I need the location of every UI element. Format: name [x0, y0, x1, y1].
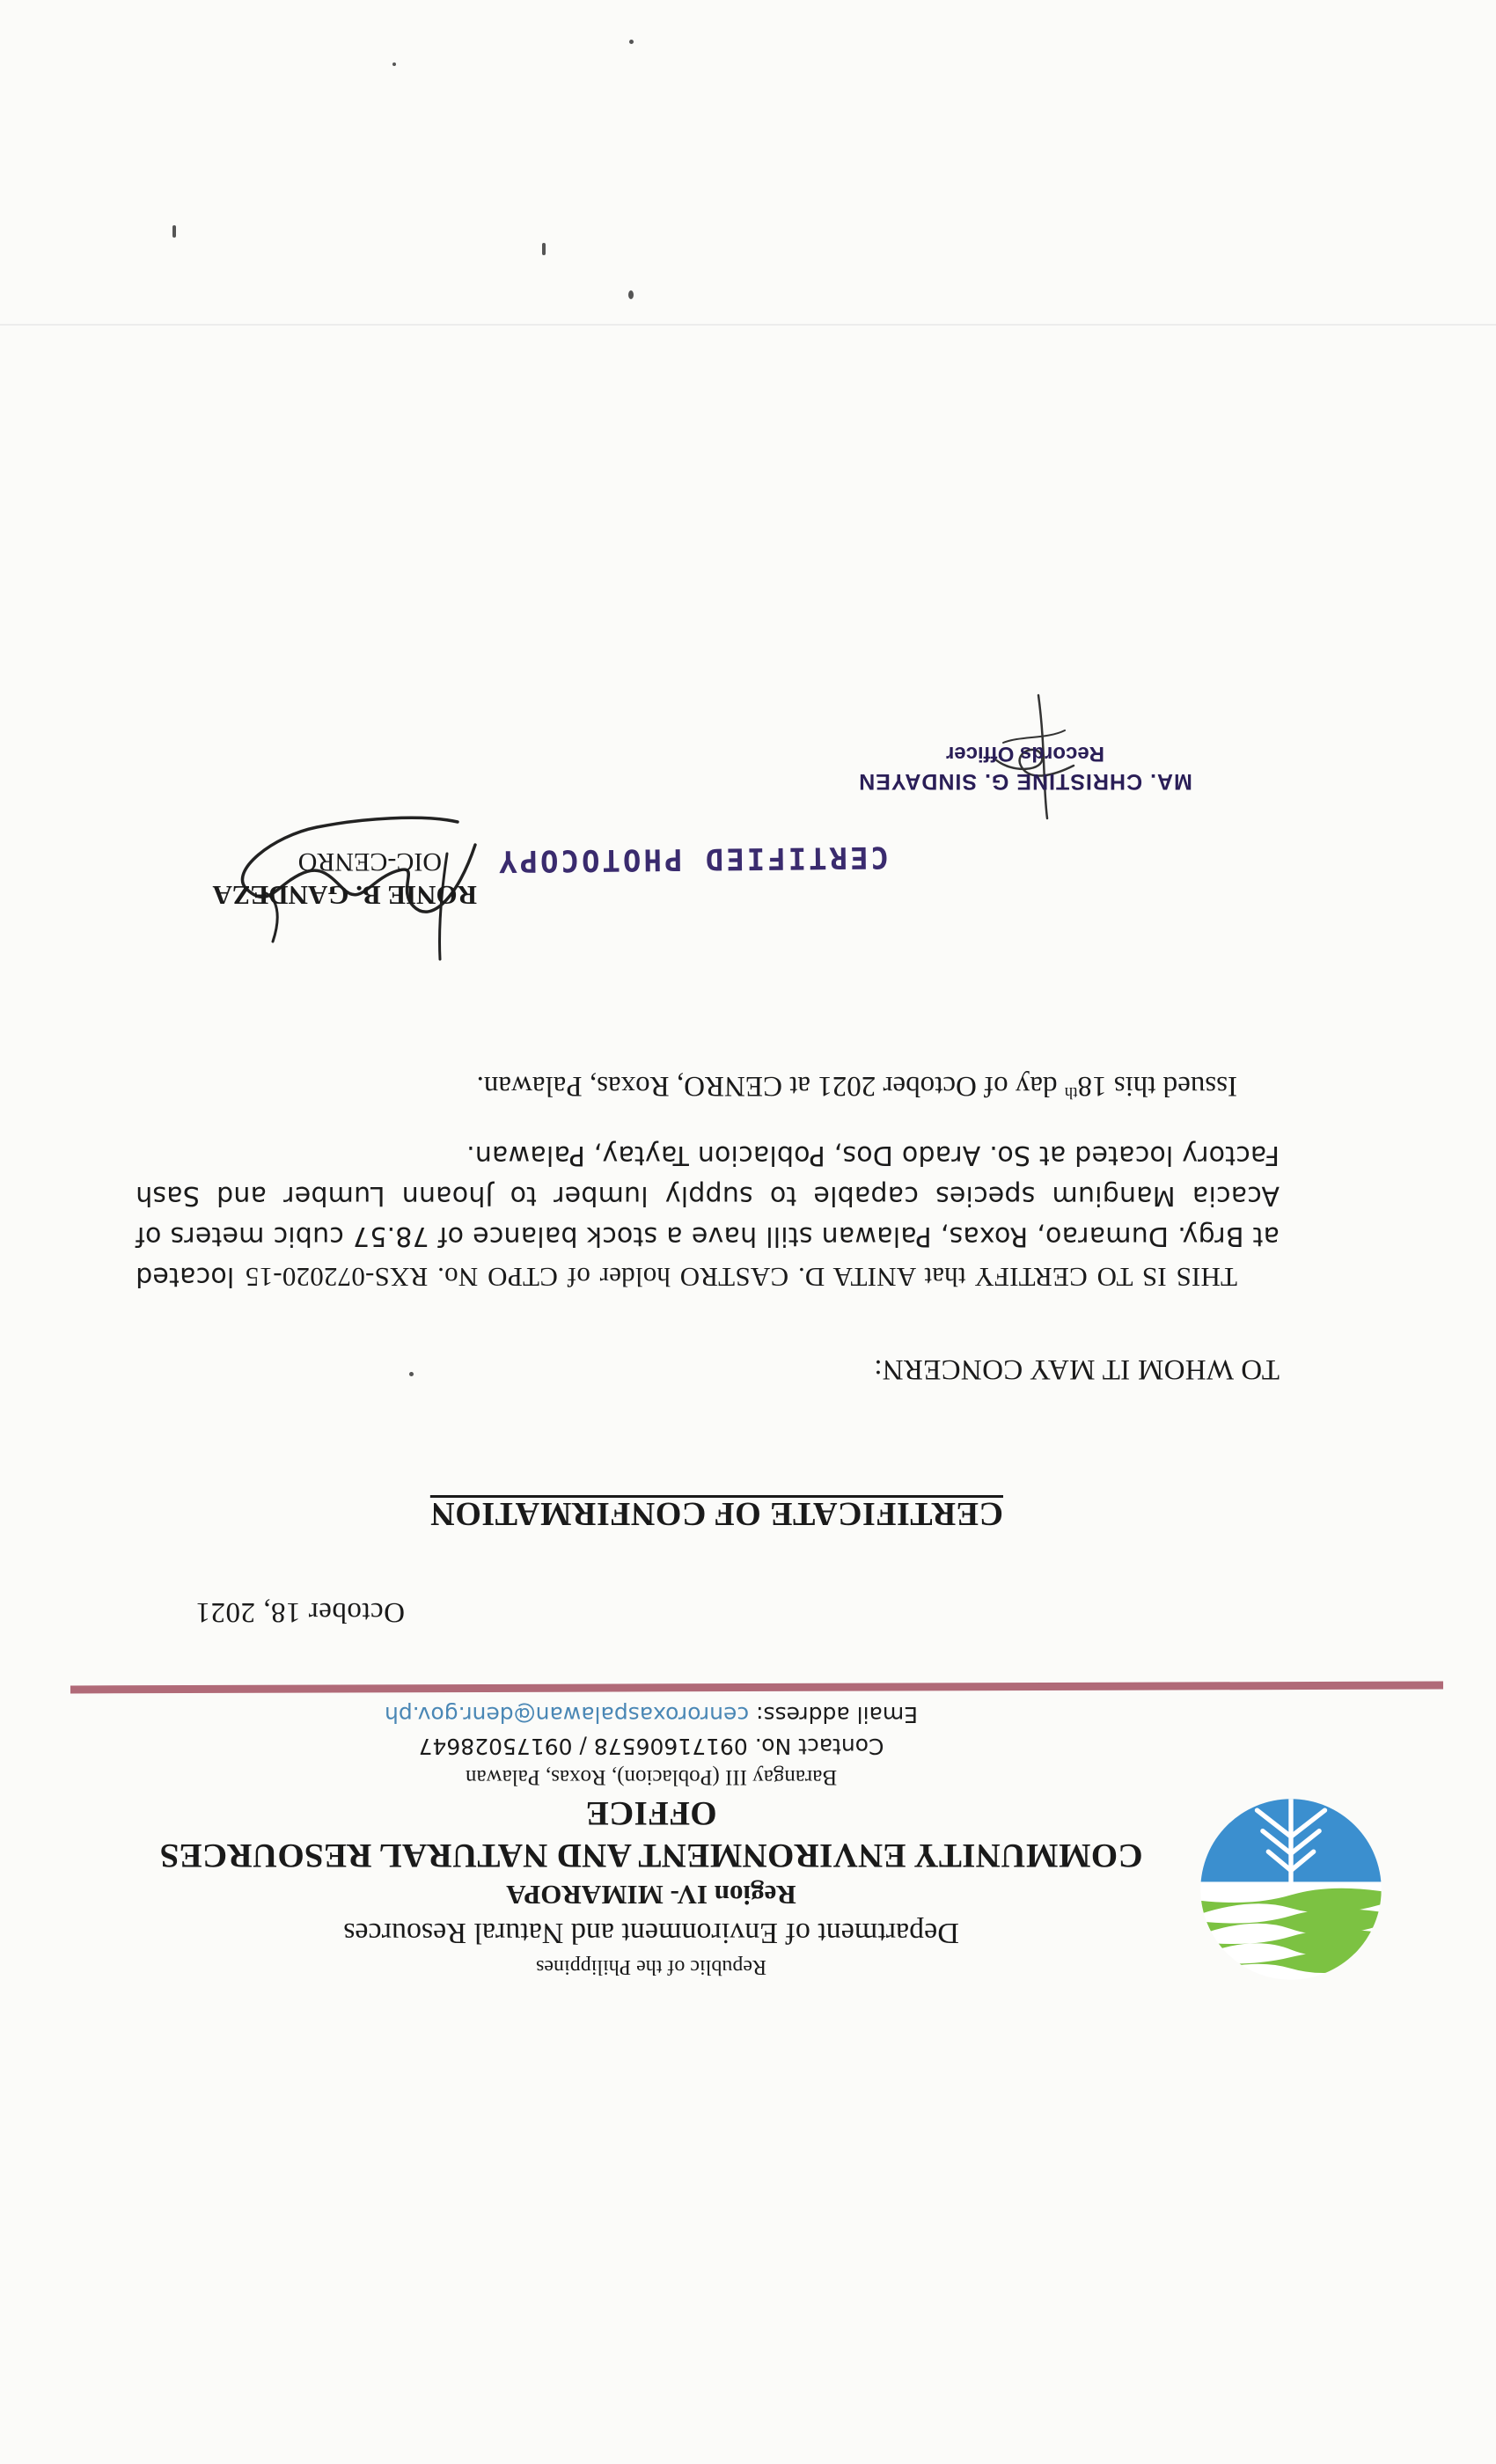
issued-rest: day of October 2021 at CENRO, Roxas, Palawan. [476, 1070, 1065, 1102]
issued-prefix: Issued this 18 [1077, 1070, 1237, 1102]
document-date: October 18, 2021 [194, 1596, 405, 1628]
header-region: Region IV- MIMAROPA [506, 1880, 796, 1910]
issued-line [477, 1069, 1237, 1102]
scan-speck [409, 1372, 414, 1376]
denr-logo-icon [1197, 1795, 1385, 1984]
header-office: COMMUNITY ENVIRONMENT AND NATURAL RESOURCES OFFICE [159, 1794, 1143, 1874]
certification-body [136, 1134, 1280, 1297]
header-department: Department of Environment and Natural Resources [343, 1917, 959, 1949]
certification-lead: THIS IS TO CERTIFY that ANITA D. CASTRO holder of CTPO No. RXS-072020-15 [245, 1262, 1237, 1293]
header-address: Barangay III (Poblacion), Roxas, Palawan [465, 1765, 838, 1789]
header-contact [158, 1730, 1144, 1762]
contact-numbers: 09171606578 / 09175028647 [418, 1734, 748, 1759]
salutation: TO WHOM IT MAY CONCERN: [873, 1353, 1280, 1385]
signatory-block [178, 845, 477, 912]
scan-speck [172, 225, 176, 238]
letterhead [158, 1698, 1144, 1982]
certified-photocopy-stamp: CERTIFIED PHOTOCOPY [495, 839, 890, 879]
header-divider [70, 1682, 1443, 1694]
signatory-name: RONIE B. GANDEZA [212, 880, 477, 911]
email-link[interactable]: cenroroxaspalawan@denr.gov.ph [384, 1702, 750, 1727]
header-email [158, 1698, 1144, 1730]
scan-edge [0, 324, 1496, 326]
contact-label: Contact No. [754, 1734, 884, 1759]
scan-speck [542, 243, 546, 255]
scan-speck [629, 40, 634, 44]
records-officer-block [818, 739, 1232, 796]
scan-speck [392, 62, 396, 66]
header-republic: Republic of the Philippines [536, 1955, 766, 1978]
certification-rest: located at Brgy. Dumarao, Roxas, Palawan still have a stock balance of 78.57 cubic meters of Acacia Mangium species capable to supply lumber to Jhoann Lumber and Sash Factory located at So. Arado Dos, Poblacion Taytay, Palawan. [136, 1140, 1280, 1292]
records-officer-name: MA. CHRISTINE G. SINDAYEN [858, 769, 1192, 794]
signatory-position: OIC-CENRO [297, 847, 442, 876]
certificate-title: CERTIFICATE OF CONFIRMATION [429, 1495, 1003, 1532]
issued-ordinal: th [1064, 1083, 1078, 1102]
email-label: Email address: [756, 1702, 919, 1727]
scan-speck [628, 290, 634, 299]
records-officer-position: Records Officer [945, 742, 1105, 766]
